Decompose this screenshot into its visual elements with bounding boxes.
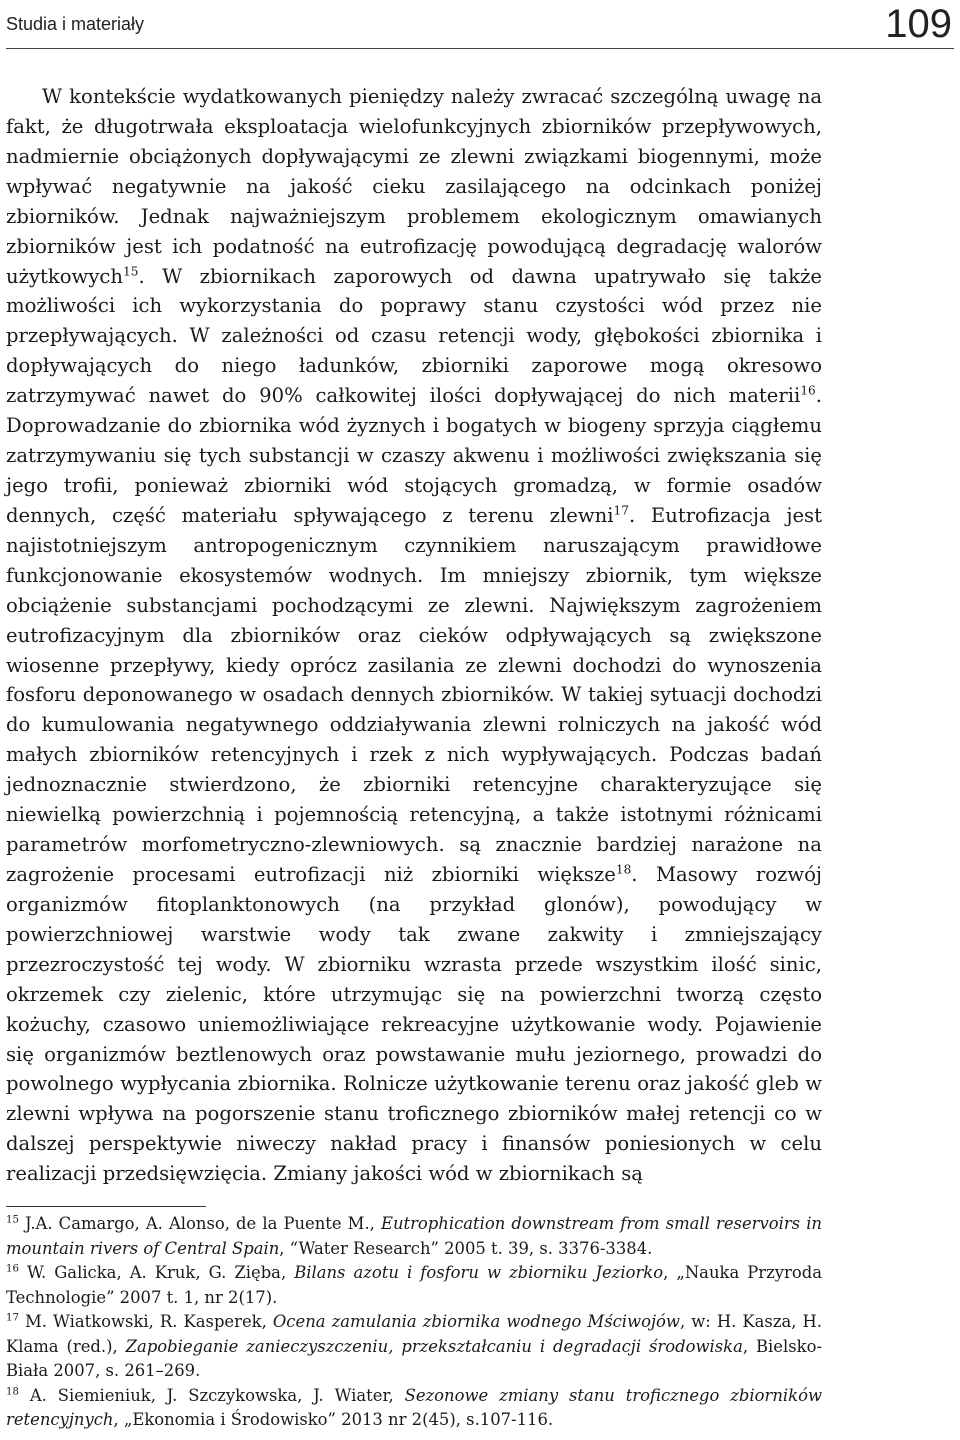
footnote-source: , “Water Research” 2005 t. 39, s. 3376-3384. bbox=[279, 1238, 653, 1258]
footnote-16 bbox=[6, 1261, 822, 1310]
page-header bbox=[6, 0, 954, 49]
footnote-ref-16: 16 bbox=[800, 383, 816, 398]
footnote-number: 18 bbox=[6, 1386, 19, 1398]
footnote-authors: J.A. Camargo, A. Alonso, de la Puente M., bbox=[18, 1214, 381, 1233]
footnote-number: 16 bbox=[6, 1263, 19, 1275]
footnote-18 bbox=[6, 1384, 822, 1433]
body-paragraph bbox=[6, 82, 822, 1189]
footnote-source: , Bielsko-Biała 2007, s. 261–269. bbox=[6, 1336, 822, 1381]
footnote-editors: , w: H. Kasza, H. Klama (red.), bbox=[6, 1312, 822, 1356]
page-number: 109 bbox=[885, 2, 952, 46]
footnote-book-title: Zapobieganie zanieczyszczeniu, przekształcaniu i degradacji środowiska bbox=[125, 1336, 743, 1356]
body-sentence-2: . W zbiornikach zaporowych od dawna upatrywało się także możliwości ich wykorzystania do poprawy stanu czystości wód przez nie przepływających. W zależności od czasu retencji wody, głębokości zbiornika i dopływających do niego ładunków, zbiorniki zaporowe mogą okresowo zatrzymywać nawet do 90% całkowitej ilości dopływającej do nich materii bbox=[6, 264, 822, 408]
footnote-ref-17: 17 bbox=[613, 503, 629, 518]
footnote-number: 17 bbox=[6, 1312, 19, 1324]
footnote-ref-18: 18 bbox=[615, 862, 632, 877]
footnote-source: , „Nauka Przyroda Technologie” 2007 t. 1, nr 2(17). bbox=[6, 1263, 822, 1307]
footnote-authors: M. Wiatkowski, R. Kasperek, bbox=[18, 1312, 273, 1332]
footnote-title: Ocena zamulania zbiornika wodnego Mściwojów bbox=[272, 1312, 680, 1332]
footnote-authors: A. Siemieniuk, J. Szczykowska, J. Wiater, bbox=[18, 1385, 405, 1405]
footnote-separator bbox=[6, 1206, 206, 1207]
body-sentence-4: . Eutrofizacja jest najistotniejszym antropogenicznym czynnikiem naruszającym prawidłowe funkcjonowanie ekosystemów wodnych. Im mniejszy zbiornik, tym większe obciążenie substancjami pochodzącymi ze zlewni. Największym zagrożeniem eutrofizacyjnym dla zbiorników oraz cieków odpływających są zwiększone wiosenne przepływy, kiedy oprócz zasilania ze zlewni dochodzi do wynoszenia fosforu deponowanego w osadach dennych zbiorników. W takiej sytuacji dochodzi do kumulowania negatywnego oddziaływania zlewni rolniczych na jakość wód małych zbiorników retencyjnych i rzek z nich wypływających. Podczas badań jednoznacznie stwierdzono, że zbiorniki retencyjne charakteryzujące się niewielką powierzchnią i pojemnością retencyjną, a także istotnymi różnicami parametrów morfometryczno-zlewniowych. są znacznie bardziej narażone na zagrożenie procesami eutrofizacji niż zbiorniki większe bbox=[6, 503, 822, 886]
footnote-ref-15: 15 bbox=[123, 264, 139, 278]
footnote-source: , „Ekonomia i Środowisko” 2013 nr 2(45), s.107-116. bbox=[113, 1410, 554, 1430]
running-head: Studia i materiały bbox=[6, 14, 145, 34]
body-sentence-1: W kontekście wydatkowanych pieniędzy należy zwracać szczególną uwagę na fakt, że długotrwała eksploatacja wielofunkcyjnych zbiorników przepływowych, nadmiernie obciążonych dopływającymi ze zlewni związkami biogennymi, może wpływać negatywnie na jakość cieku zasilającego na odcinkach poniżej zbiorników. Jednak najważniejszym problemem ekologicznym omawianych zbiorników jest ich podatność na eutrofizację powodującą degradację walorów użytkowych bbox=[6, 85, 822, 288]
footnote-title: Sezonowe zmiany stanu troficznego zbiorników retencyjnych bbox=[6, 1385, 822, 1430]
body-sentence-5: . Masowy rozwój organizmów fitoplanktonowych (na przykład glonów), powodujący w powierzchniowej warstwie wody tak zwane zakwity i zmniejszający przezroczystość tej wody. W zbiorniku wzrasta przede wszystkim ilość sinic, okrzemek czy zielenic, które utrzymując się na powierzchni tworzą często kożuchy, czasowo uniemożliwiające rekreacyjne użytkowanie wody. Pojawienie się organizmów beztlenowych oraz powstawanie mułu jeziornego, prowadzi do powolnego wypłycania zbiornika. Rolnicze użytkowanie terenu oraz jakość gleb w zlewni wpływa na pogorszenie stanu troficznego zbiorników małej retencji co w dalszej perspektywie niweczy nakład pracy i finansów poniesionych w celu realizacji przedsięwzięcia. Zmiany jakości wód w zbiornikach są bbox=[6, 862, 822, 1186]
body-sentence-3: . Doprowadzanie do zbiornika wód żyznych i bogatych w biogeny sprzyja ciągłemu zatrzymywaniu się tych substancji w czaszy akwenu i możliwości zwiększania się jego trofii, ponieważ zbiorniki wód stojących gromadzą, w formie osadów dennych, część materiału spływającego z terenu zlewni bbox=[6, 384, 822, 527]
footnote-17 bbox=[6, 1310, 822, 1384]
footnote-title: Bilans azotu i fosforu w zbiorniku Jeziorko bbox=[294, 1263, 664, 1283]
footnote-number: 15 bbox=[6, 1214, 19, 1226]
footnote-title: Eutrophication downstream from small reservoirs in mountain rivers of Central Spain bbox=[6, 1214, 822, 1258]
footnote-15 bbox=[6, 1212, 822, 1261]
footnotes bbox=[6, 1212, 822, 1433]
footnote-authors: W. Galicka, A. Kruk, G. Zięba, bbox=[18, 1263, 295, 1283]
